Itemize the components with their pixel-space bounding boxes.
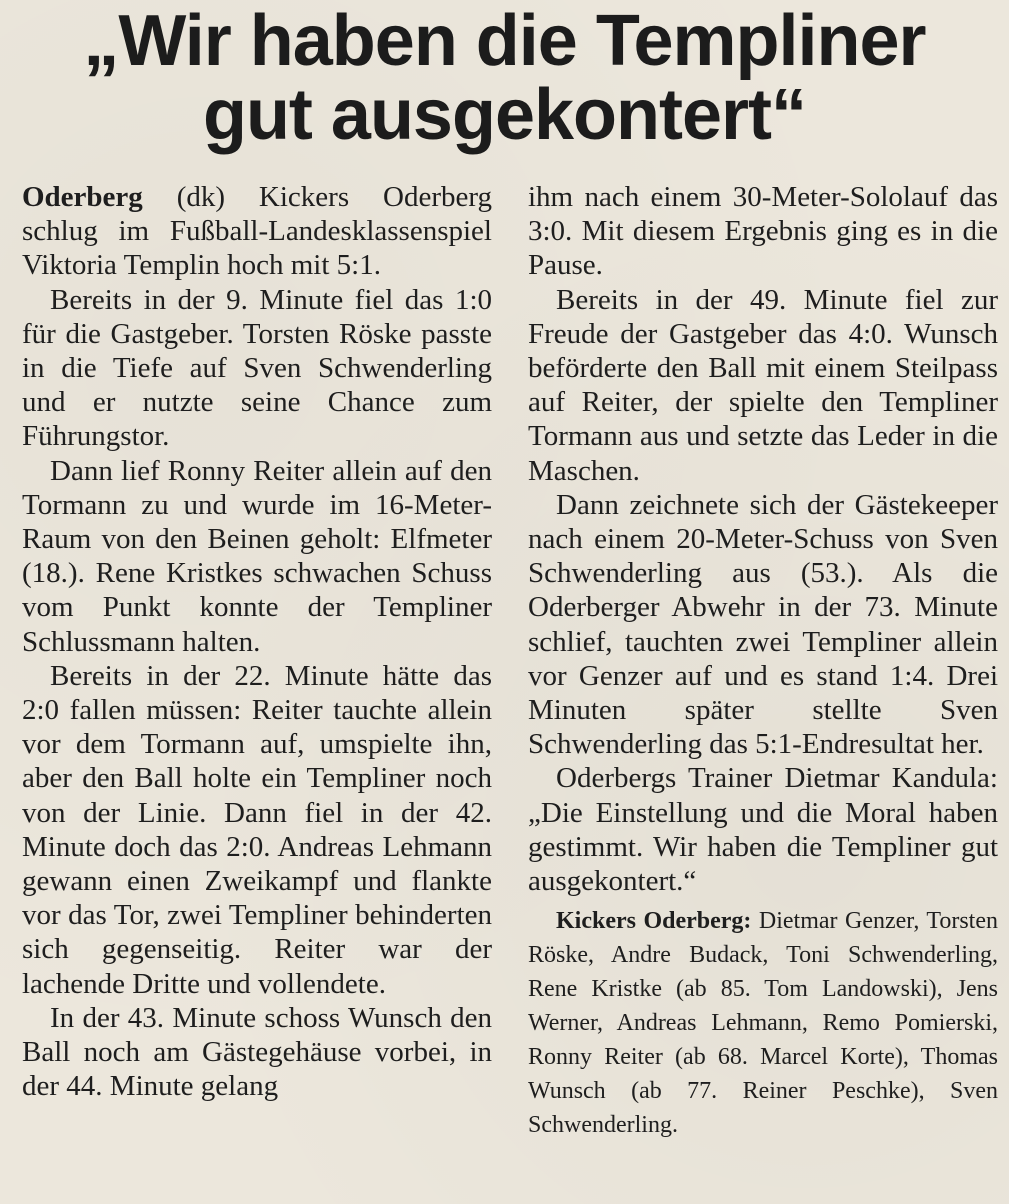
paragraph-4-continued: ihm nach einem 30-Meter-Sololauf das 3:0. Mit diesem Ergebnis ging es in die Pause. — [528, 181, 998, 282]
article-column-left — [22, 180, 492, 1103]
headline-line-2: gut ausgekontert“ — [202, 75, 807, 155]
paragraph-2: Dann lief Ronny Reiter allein auf den Tormann zu und wurde im 16-Meter-Raum von den Beinen geholt: Elfmeter (18.). Rene Kristkes schwachen Schuss vom Punkt konnte der Templiner Schlussmann halten. — [22, 454, 492, 658]
paragraph-7: Oderbergs Trainer Dietmar Kandula: „Die Einstellung und die Moral haben gestimmt. Wir haben die Templiner gut ausgekontert.“ — [528, 762, 998, 898]
paragraph-5: Bereits in der 49. Minute fiel zur Freude der Gastgeber das 4:0. Wunsch beförderte den Ball mit einem Steilpass auf Reiter, der spielte den Templiner Tormann aus und setzte das Leder in die Maschen. — [528, 283, 998, 487]
paragraph-4: In der 43. Minute schoss Wunsch den Ball noch am Gästegehäuse vorbei, in der 44. Minute gelang — [22, 1001, 492, 1103]
lineup-label: Kickers Oderberg: — [556, 908, 752, 935]
team-lineup — [528, 904, 998, 1142]
lead-paragraph — [22, 180, 492, 283]
paragraph-1: Bereits in der 9. Minute fiel das 1:0 für die Gastgeber. Torsten Röske passte in die Tiefe auf Sven Schwenderling und er nutzte seine Chance zum Führungstor. — [22, 283, 492, 453]
paragraph-6: Dann zeichnete sich der Gästekeeper nach einem 20-Meter-Schuss von Sven Schwenderling aus (53.). Als die Oderberger Abwehr in der 73. Minute schlief, tauchten zwei Templiner allein vor Genzer auf und es stand 1:4. Drei Minuten später stellte Sven Schwenderling das 5:1-Endresultat her. — [528, 488, 998, 761]
article-column-right — [528, 180, 998, 1142]
lead-text: (dk) Kickers Oderberg schlug im Fußball-Landesklassenspiel Viktoria Templin hoch mit 5:1. — [22, 181, 492, 282]
dateline: Oderberg — [22, 181, 143, 213]
lineup-players: Dietmar Genzer, Torsten Röske, Andre Budack, Toni Schwenderling, Rene Kristke (ab 85. Tom Landowski), Jens Werner, Andreas Lehmann, Remo Pomierski, Ronny Reiter (ab 68. Marcel Korte), Thomas Wunsch (ab 77. Reiner Peschke), Sven Schwenderling. — [528, 908, 998, 1139]
headline — [0, 1, 1009, 155]
paragraph-3: Bereits in der 22. Minute hätte das 2:0 fallen müssen: Reiter tauchte allein vor dem Tormann auf, umspielte ihn, aber den Ball holte ein Templiner noch von der Linie. Dann fiel in der 42. Minute doch das 2:0. Andreas Lehmann gewann einen Zweikampf und flankte vor das Tor, zwei Templiner behinderten sich gegenseitig. Reiter war der lachende Dritte und vollendete. — [22, 659, 492, 1000]
headline-line-1: „Wir haben die Templiner — [83, 1, 926, 81]
